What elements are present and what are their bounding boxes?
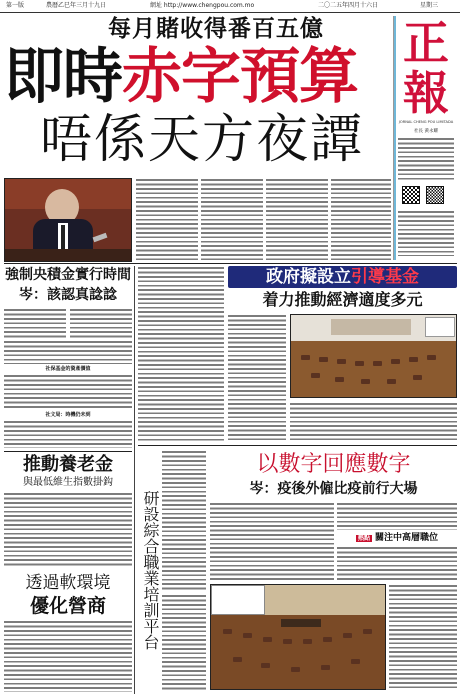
headline-black: 即時	[4, 42, 122, 112]
article-body	[136, 178, 198, 260]
story-title: 強制央積金實行時間	[5, 267, 131, 283]
story-title: 推動養老金	[23, 454, 113, 475]
article-body	[290, 402, 457, 442]
article-body	[4, 308, 66, 338]
banner-title-red: 引導基金	[351, 267, 419, 287]
article-body	[331, 178, 391, 260]
article-body	[389, 584, 457, 690]
article-body	[228, 314, 286, 442]
logo-char-2: 報	[403, 66, 449, 120]
side-stripe	[394, 16, 396, 260]
story-subtitle: 岑：疫後外僱比疫前行大場	[249, 481, 418, 497]
article-body	[70, 308, 132, 338]
subheading: 社保基金的資產價值	[45, 366, 91, 372]
main-headline	[4, 44, 388, 110]
qr-code-icon	[402, 186, 420, 204]
divider	[4, 451, 132, 452]
logo-char-1: 正	[403, 16, 449, 70]
masthead-contact	[398, 210, 454, 256]
website: 網址 http://www.chengpou.com.mo	[150, 2, 255, 9]
article-body	[4, 420, 132, 448]
article-body	[4, 620, 132, 692]
banner-title-black: 政府擬設立	[266, 267, 351, 287]
chamber-photo	[210, 584, 386, 690]
sidebar-title	[337, 532, 457, 544]
article-body	[337, 546, 457, 580]
story-title: 透過軟環境	[25, 573, 111, 593]
article-body	[4, 340, 132, 364]
article-body	[138, 266, 224, 442]
chamber-photo	[290, 314, 457, 398]
masthead-sidebar	[393, 16, 457, 260]
article-body	[201, 178, 263, 260]
govt-fund-banner	[228, 266, 457, 288]
story-subtitle: 着力推動經濟適度多元	[262, 290, 423, 309]
subheading: 社文局：時機仍未到	[45, 412, 91, 418]
issue-date: 二〇二五年四月十六日	[318, 2, 379, 9]
top-bar	[0, 0, 460, 13]
masthead-info	[398, 137, 454, 181]
divider	[138, 445, 457, 446]
vertical-story-title: 研設綜合職業培訓平台	[141, 490, 160, 650]
article-body	[162, 594, 206, 690]
kicker: 每月賭收得番百五億	[108, 16, 324, 42]
publisher: 社長 黃永耀	[414, 129, 438, 134]
lunar-date: 農曆乙巳年三月十九日	[46, 2, 107, 9]
article-body	[4, 492, 132, 568]
article-body	[266, 178, 328, 260]
english-name: JORNAL CHENG POU LIMITADA	[398, 120, 454, 124]
qr-code-icon	[426, 186, 444, 204]
story-subtitle: 岑：該認真諗諗	[19, 287, 117, 303]
story-title: 優化營商	[29, 595, 106, 617]
page-label: 第一版	[6, 2, 25, 9]
article-body	[4, 374, 132, 410]
divider	[4, 263, 457, 264]
sidebar-title-text: 關注中高層職位	[375, 533, 439, 543]
article-body	[337, 502, 457, 530]
article-body	[210, 502, 334, 580]
main-subhead: 唔係天方夜譚	[40, 110, 365, 170]
column-rule	[134, 266, 135, 694]
sidebar-tag: 熱點	[357, 535, 370, 542]
article-body	[162, 450, 206, 590]
headline-red: 赤字預算	[122, 42, 358, 112]
story-title: 以數字回應數字	[256, 452, 411, 477]
story-subtitle: 與最低維生指數掛鈎	[23, 477, 113, 488]
weekday: 星期三	[420, 2, 439, 9]
speaker-photo	[4, 178, 132, 262]
